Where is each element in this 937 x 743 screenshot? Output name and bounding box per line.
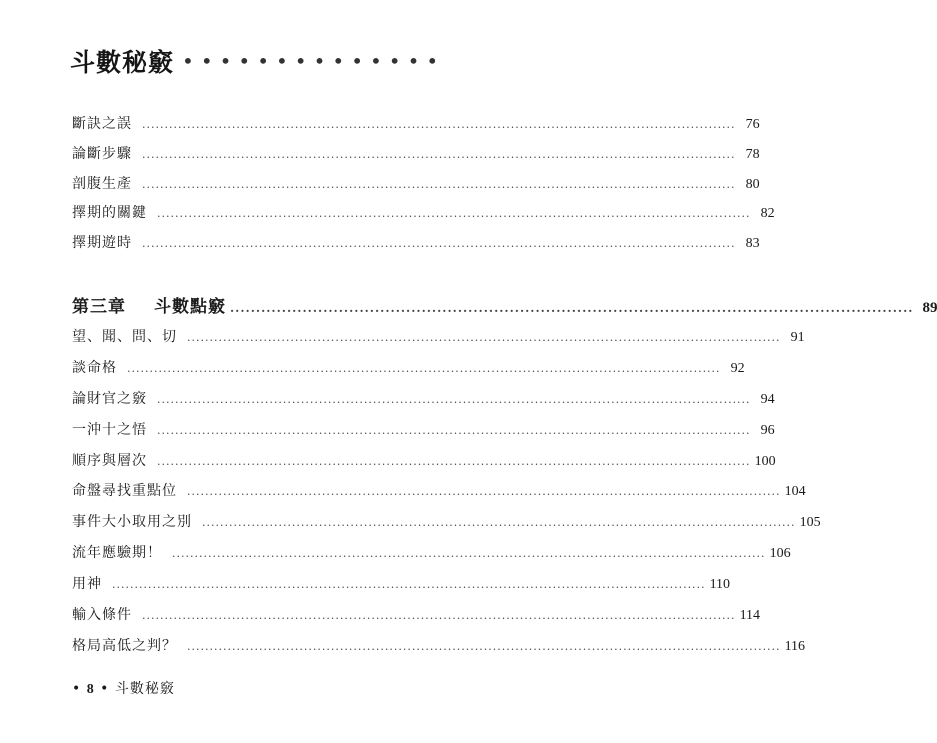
toc-entry[interactable] xyxy=(72,202,775,232)
toc-entry[interactable] xyxy=(72,604,761,635)
toc-entry[interactable] xyxy=(72,480,806,511)
toc-entry[interactable] xyxy=(72,450,776,481)
toc-entry[interactable] xyxy=(72,573,731,604)
footer-book-title: 斗數秘竅 xyxy=(114,681,175,697)
toc-page-number: 91 xyxy=(790,330,805,345)
toc-entry[interactable] xyxy=(72,143,760,173)
toc-entry-title: 流年應驗期！ xyxy=(72,545,162,562)
header-dot-leader: •••••••••••••• xyxy=(182,49,446,73)
toc-entry-title: 論財官之竅 xyxy=(72,390,147,407)
toc-entry-title: 擇期遊時 xyxy=(72,235,132,252)
toc-section-1 xyxy=(72,113,775,262)
dot-leader: .................................................................................................................................... xyxy=(127,361,721,375)
toc-page-number: 96 xyxy=(760,422,775,438)
toc-entry[interactable] xyxy=(72,357,745,388)
toc-entry-title: 談命格 xyxy=(72,359,117,376)
toc-page-number: 104 xyxy=(784,484,806,500)
toc-entry[interactable] xyxy=(72,635,806,666)
toc-page-number: 78 xyxy=(745,146,760,162)
running-title: 斗數秘竅 xyxy=(70,48,175,77)
toc-entry[interactable] xyxy=(72,173,760,203)
dot-leader: .................................................................................................................................... xyxy=(187,331,781,344)
toc-entry-title: 命盤尋找重點位 xyxy=(72,483,177,500)
toc-page-number: 100 xyxy=(754,453,776,469)
toc-page-number: 80 xyxy=(745,176,760,192)
toc-entry[interactable] xyxy=(72,542,791,573)
toc-page-number: 106 xyxy=(769,546,791,562)
chapter-heading[interactable] xyxy=(72,292,937,326)
dot-leader: .................................................................................................................................... xyxy=(142,147,736,161)
toc-entry[interactable] xyxy=(72,232,760,262)
toc-page-number: 116 xyxy=(784,638,806,654)
dot-leader: .................................................................................................................................... xyxy=(187,639,781,653)
toc-page-number: 83 xyxy=(745,236,760,252)
toc-entry-title: 剖腹生產 xyxy=(72,175,132,192)
dot-leader: .................................................................................................................................... xyxy=(112,578,706,592)
toc-entry-title: 論斷步驟 xyxy=(72,145,132,162)
toc-section-chapter-3 xyxy=(72,292,937,666)
toc-page-number: 105 xyxy=(799,515,821,531)
dot-leader: .................................................................................................................................... xyxy=(142,118,736,131)
toc-page-number: 114 xyxy=(739,608,761,624)
toc-entry[interactable] xyxy=(72,113,760,143)
toc-entry[interactable] xyxy=(72,388,775,419)
footer-page-number: 8 xyxy=(86,682,95,697)
toc-page-number: 82 xyxy=(760,206,775,222)
chapter-number: 第三章 xyxy=(72,297,126,317)
chapter-title: 斗數點竅 xyxy=(154,297,226,317)
toc-entry-title: 輸入條件 xyxy=(72,607,132,624)
toc-entry-title: 斷訣之誤 xyxy=(72,116,132,132)
dot-leader: .................................................................................................................................... xyxy=(202,516,796,530)
footer-bullet: • xyxy=(72,681,82,697)
toc-page-number: 94 xyxy=(760,391,775,407)
toc-page-number: 110 xyxy=(709,577,731,593)
dot-leader: .................................................................................................................................... xyxy=(142,609,736,623)
dot-leader: .................................................................................................................................... xyxy=(187,485,781,499)
toc-page-number: 92 xyxy=(730,360,745,376)
toc-entry-title: 一沖十之悟 xyxy=(72,421,147,438)
toc-entry[interactable] xyxy=(72,419,775,450)
dot-leader: .................................................................................................................................... xyxy=(157,207,751,221)
footer-bullet: • xyxy=(100,681,110,697)
toc-entry-title: 事件大小取用之別 xyxy=(72,514,192,531)
dot-leader: .................................................................................................................................... xyxy=(142,177,736,191)
toc-entry-title: 用神 xyxy=(72,576,102,593)
toc-entry-title: 格局高低之判？ xyxy=(72,637,177,654)
dot-leader: .................................................................................................................................... xyxy=(157,454,751,468)
toc-entry-title: 順序與層次 xyxy=(72,452,147,469)
toc-entry[interactable] xyxy=(72,511,821,542)
dot-leader: .................................................................................................................................... xyxy=(157,423,751,437)
dot-leader: .................................................................................................................................... xyxy=(172,547,766,561)
toc-page-number: 76 xyxy=(745,117,760,132)
dot-leader: .................................................................................................................................... xyxy=(157,392,751,406)
page-footer xyxy=(72,678,175,698)
toc-entry-title: 擇期的關鍵 xyxy=(72,205,147,222)
page-header xyxy=(70,46,470,76)
dot-leader: .................................................................................................................................... xyxy=(230,301,914,315)
toc-entry-title: 望、聞、問、切 xyxy=(72,329,177,345)
toc-entry[interactable] xyxy=(72,326,805,357)
dot-leader: .................................................................................................................................... xyxy=(142,237,736,251)
chapter-page-number: 89 xyxy=(922,300,937,316)
